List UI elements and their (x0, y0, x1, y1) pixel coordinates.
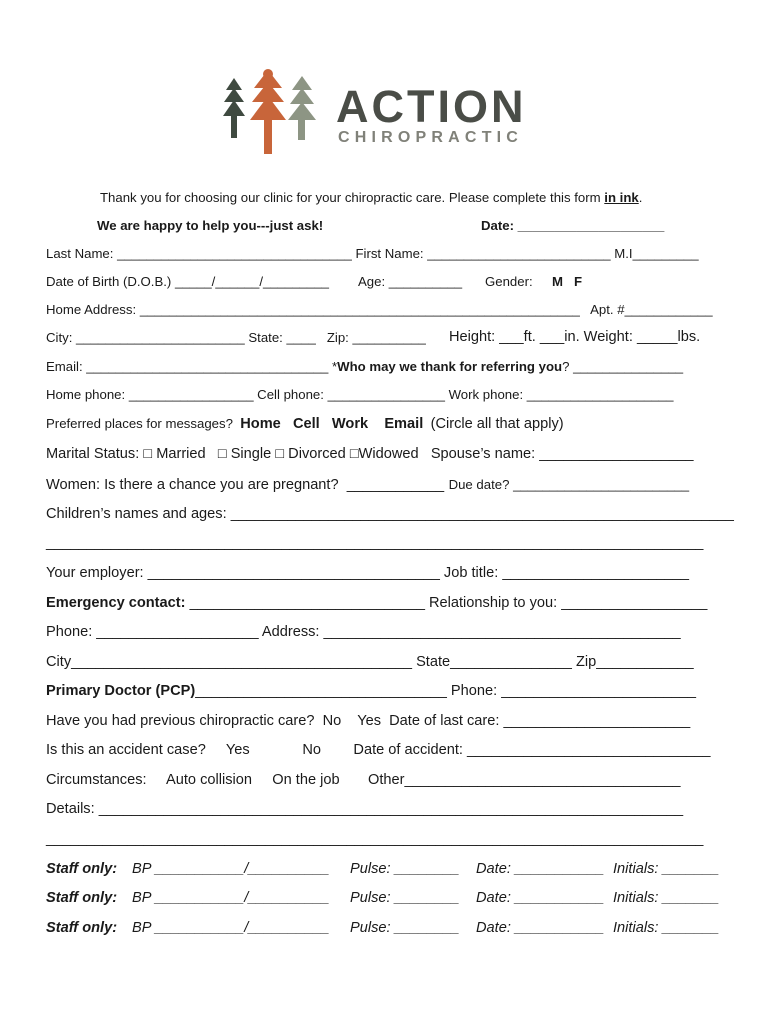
bp-field[interactable]: BP ___________/__________ (132, 890, 330, 906)
emergency-fields[interactable]: _____________________________ Relationship to you: __________________ (189, 595, 708, 611)
staff-date-field[interactable]: Date: ___________ (476, 890, 605, 906)
email-field[interactable]: Email: _________________________________ * (46, 359, 338, 374)
name-row[interactable]: Last Name: ________________________________ First Name: _________________________ M.I_________ (46, 246, 699, 261)
marital-status-row[interactable]: Marital Status: □ Married □ Single □ Divorced □Widowed Spouse’s name: ___________________ (46, 446, 694, 462)
pulse-field[interactable]: Pulse: ________ (350, 890, 460, 906)
circumstances-row[interactable]: Circumstances: Auto collision On the job Other__________________________________ (46, 772, 681, 788)
staff-date-field[interactable]: Date: ___________ (476, 861, 605, 877)
accident-row[interactable]: Is this an accident case? Yes No Date of accident: ______________________________ (46, 742, 711, 758)
gender-label: Gender: (485, 274, 533, 289)
children-row[interactable]: Children’s names and ages: ______________________________________________________________ (46, 506, 734, 522)
bp-field[interactable]: BP ___________/__________ (132, 920, 330, 936)
emergency-row[interactable] (46, 596, 722, 611)
pulse-field[interactable]: Pulse: ________ (350, 861, 460, 877)
height-weight-row[interactable]: Height: ___ft. ___in. Weight: _____lbs. (449, 329, 701, 345)
staff-label: Staff only: (46, 861, 118, 877)
staff-label: Staff only: (46, 890, 118, 906)
children-line-2[interactable]: _________________________________________________________________________________ (46, 535, 704, 551)
pcp-fields[interactable]: _______________________________ Phone: ________________________ (195, 683, 696, 699)
age-field[interactable]: Age: __________ (358, 274, 463, 289)
emergency-city-row[interactable]: City__________________________________________ State_______________ Zip____________ (46, 654, 694, 670)
pcp-row[interactable] (46, 684, 722, 699)
intro-line (100, 191, 642, 204)
previous-care-row[interactable]: Have you had previous chiropractic care? No Yes Date of last care: _______________________ (46, 713, 691, 729)
employer-row[interactable]: Your employer: ____________________________________ Job title: _______________________ (46, 565, 689, 581)
initials-field[interactable]: Initials: _______ (613, 861, 720, 877)
city-state-zip-row[interactable]: City: _______________________ State: ____ Zip: __________ (46, 330, 426, 345)
pregnancy-row[interactable] (46, 477, 722, 493)
staff-date-field[interactable]: Date: ___________ (476, 920, 605, 936)
referral-field[interactable]: ? _______________ (562, 359, 684, 374)
bp-field[interactable]: BP ___________/__________ (132, 861, 330, 877)
in-ink-text: in ink (604, 190, 639, 205)
emergency-label: Emergency contact: (46, 595, 186, 611)
home-address-row[interactable]: Home Address: ____________________________________________________________ Apt. #____________ (46, 302, 713, 317)
phones-row[interactable]: Home phone: _________________ Cell phone: ________________ Work phone: ____________________ (46, 387, 674, 402)
email-referral-row[interactable] (46, 360, 722, 373)
dob-field[interactable]: Date of Birth (D.O.B.) _____/______/_________ (46, 274, 329, 289)
pregnant-question[interactable]: Women: Is there a chance you are pregnant? ____________ (46, 477, 445, 493)
ask-text: We are happy to help you---just ask! (97, 218, 324, 233)
details-line-2[interactable]: _________________________________________________________________________________ (46, 831, 704, 847)
date-field[interactable]: Date: ____________________ (481, 218, 665, 233)
circle-note: (Circle all that apply) (430, 416, 564, 432)
intro-period: . (638, 190, 643, 205)
referral-question: Who may we thank for referring you (337, 359, 563, 374)
brand-subtitle: CHIROPRACTIC (338, 129, 524, 146)
details-row[interactable]: Details: ________________________________________________________________________ (46, 801, 684, 817)
pcp-label: Primary Doctor (PCP) (46, 683, 196, 699)
initials-field[interactable]: Initials: _______ (613, 890, 720, 906)
gender-options[interactable]: M F (552, 274, 583, 289)
due-date-field[interactable]: Due date? ________________________ (448, 477, 690, 492)
messages-label: Preferred places for messages? (46, 416, 233, 431)
intro-text: Thank you for choosing our clinic for your chiropractic care. Please complete this form (100, 190, 605, 205)
messages-row (46, 417, 722, 432)
brand-name: ACTION (336, 81, 527, 132)
pulse-field[interactable]: Pulse: ________ (350, 920, 460, 936)
staff-label: Staff only: (46, 920, 118, 936)
message-options[interactable]: Home Cell Work Email (240, 416, 424, 432)
emergency-phone-row[interactable]: Phone: ____________________ Address: ____________________________________________ (46, 624, 681, 640)
initials-field[interactable]: Initials: _______ (613, 920, 720, 936)
